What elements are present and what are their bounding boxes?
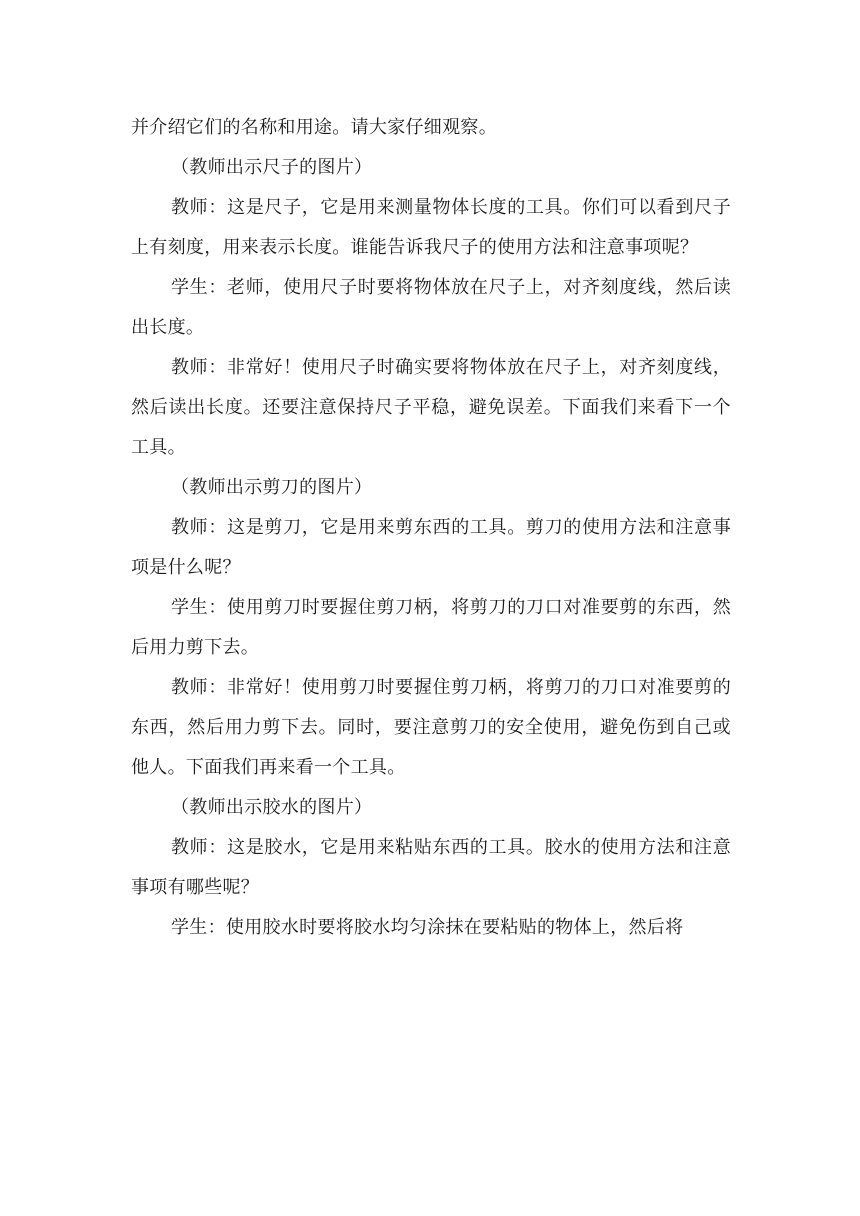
document-body <box>131 108 731 948</box>
paragraph-student-ruler: 学生：老师，使用尺子时要将物体放在尺子上，对齐刻度线，然后读出长度。 <box>131 277 731 338</box>
stage-direction-scissors: （教师出示剪刀的图片） <box>171 477 373 498</box>
paragraph-teacher-ruler-feedback: 教师：非常好！使用尺子时确实要将物体放在尺子上，对齐刻度线，然后读出长度。还要注意保持尺子平稳，避免误差。下面我们来看下一个工具。 <box>131 357 731 458</box>
paragraph-continuation: 并介绍它们的名称和用途。请大家仔细观察。 <box>131 117 497 138</box>
paragraph-teacher-ruler: 教师：这是尺子，它是用来测量物体长度的工具。你们可以看到尺子上有刻度，用来表示长度。谁能告诉我尺子的使用方法和注意事项呢？ <box>131 197 731 258</box>
paragraph-student-scissors: 学生：使用剪刀时要握住剪刀柄，将剪刀的刀口对准要剪的东西，然后用力剪下去。 <box>131 597 731 658</box>
stage-direction-glue: （教师出示胶水的图片） <box>171 797 373 818</box>
paragraph-teacher-scissors-feedback: 教师：非常好！使用剪刀时要握住剪刀柄，将剪刀的刀口对准要剪的东西，然后用力剪下去。同时，要注意剪刀的安全使用，避免伤到自己或他人。下面我们再来看一个工具。 <box>131 677 731 778</box>
paragraph-teacher-glue: 教师：这是胶水，它是用来粘贴东西的工具。胶水的使用方法和注意事项有哪些呢？ <box>131 837 731 898</box>
paragraph-teacher-scissors: 教师：这是剪刀，它是用来剪东西的工具。剪刀的使用方法和注意事项是什么呢？ <box>131 517 731 578</box>
stage-direction-ruler: （教师出示尺子的图片） <box>171 157 373 178</box>
paragraph-student-glue: 学生：使用胶水时要将胶水均匀涂抹在要粘贴的物体上，然后将 <box>171 917 684 938</box>
